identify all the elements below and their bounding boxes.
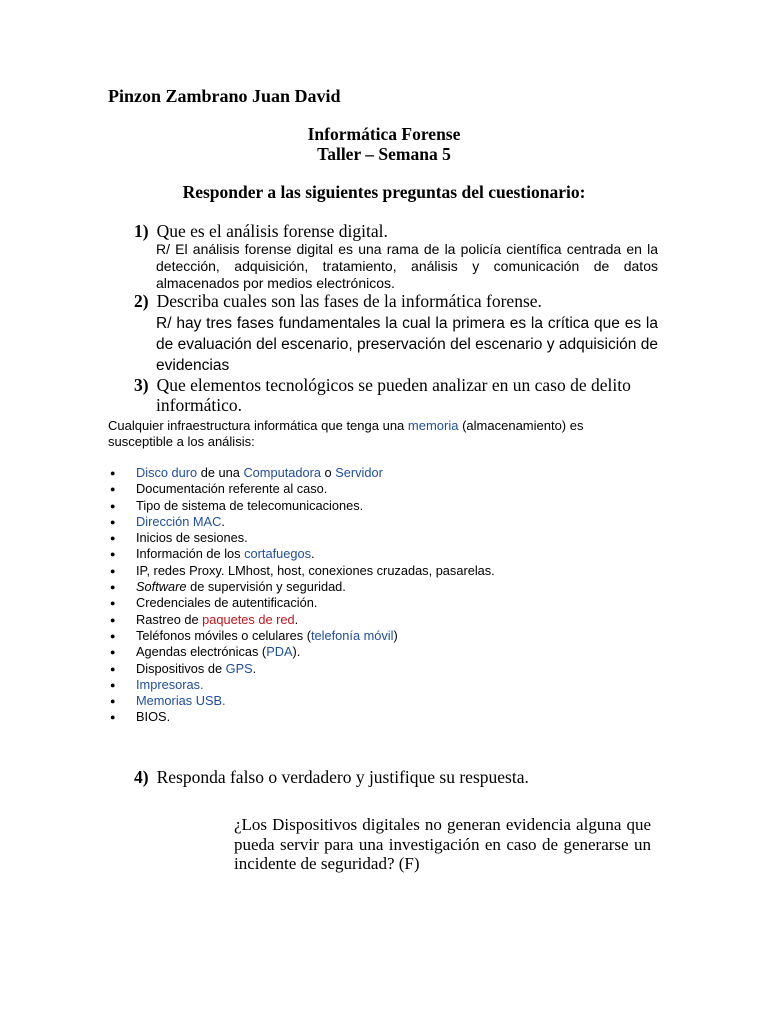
bullet-icon: ● [110,647,116,658]
bullet-icon: ● [110,565,116,576]
bullet-icon: ● [110,712,116,723]
bullet-icon: ● [110,516,116,527]
item-text: ) [393,627,398,643]
memoria-link[interactable]: memoria [407,418,459,433]
author-name: Pinzon Zambrano Juan David [108,86,341,106]
question-2 [134,291,542,312]
item-text: de supervisión y seguridad. [186,579,346,595]
item-text: Información de los [136,546,245,562]
list-item [108,514,668,530]
question-4 [134,767,529,788]
intro-text: (almacenamiento) es susceptible a los análisis: [108,418,584,449]
bullet-icon: ● [110,663,116,674]
assignment-title: Taller – Semana 5 [317,144,451,164]
answer-2: R/ hay tres fases fundamentales la cual la primera es la crítica que es la de evaluación del escenario, preservación del escenario y adquisición de evidencias [156,315,658,374]
list-item [108,465,668,481]
software-term: Software [136,579,187,595]
list-item [108,644,668,660]
list-item [108,595,668,611]
gps-link[interactable]: GPS [225,660,253,676]
question-text: Responda falso o verdadero y justifique su respuesta. [156,767,529,787]
item-text: Dispositivos de [136,660,226,676]
item-text: . [294,611,299,627]
bullet-icon: ● [110,696,116,707]
pda-link[interactable]: PDA [266,644,293,660]
question-number: 4) [134,767,149,787]
item-text: BIOS. [136,709,171,725]
bullet-icon: ● [110,468,116,478]
question-text: Describa cuales son las fases de la informática forense. [156,291,542,311]
intro-text: Cualquier infraestructura informática que tenga una [108,418,408,433]
list-item [108,661,668,677]
item-text: Agendas electrónicas ( [136,644,267,660]
bullet-icon: ● [110,598,116,609]
list-item [108,546,668,562]
item-text: ). [292,644,301,660]
evidence-list [108,465,668,726]
item-text: de una [197,465,244,480]
computadora-link[interactable]: Computadora [243,465,321,480]
list-item [108,579,668,595]
bullet-icon: ● [110,549,116,560]
course-title: Informática Forense [307,124,461,144]
bullet-icon: ● [110,582,116,593]
list-item [108,709,668,725]
item-text: o [320,465,336,480]
question-text: Que elementos tecnológicos se pueden analizar en un caso de delito [156,375,631,395]
list-item [108,677,668,693]
list-item [108,481,668,497]
bullet-icon: ● [110,614,116,625]
impresoras-link[interactable]: Impresoras. [136,676,204,692]
bullet-icon: ● [110,679,116,690]
item-text: IP, redes Proxy. LMhost, host, conexiones cruzadas, pasarelas. [136,562,495,578]
list-item [108,693,668,709]
question-number: 2) [134,291,149,311]
question-number: 3) [134,375,149,395]
bullet-icon: ● [110,630,116,641]
answer-1: R/ El análisis forense digital es una rama de la policía científica centrada en la detección, adquisición, tratamiento, análisis y comunicación de datos almacenados por medios electrónicos. [156,241,658,291]
question-number: 1) [134,221,149,241]
item-text: Inicios de sesiones. [136,530,248,546]
servidor-link[interactable]: Servidor [335,465,383,480]
item-text: Credenciales de autentificación. [136,595,318,611]
item-text: . [252,660,257,676]
list-item [108,628,668,644]
question-text: Que es el análisis forense digital. [156,221,388,241]
question-1 [134,221,388,242]
question-3 [134,375,631,396]
item-text: Tipo de sistema de telecomunicaciones. [136,497,364,513]
list-item [108,498,668,514]
list-item [108,530,668,546]
cortafuegos-link[interactable]: cortafuegos [244,546,311,562]
list-item [108,563,668,579]
disco-duro-link[interactable]: Disco duro [136,465,198,480]
bullet-icon: ● [110,484,116,495]
item-text: . [221,513,225,529]
answer-3-intro [108,418,628,450]
list-item [108,612,668,628]
item-text: Teléfonos móviles o celulares ( [136,627,311,643]
direccion-mac-link[interactable]: Dirección MAC [136,513,222,529]
true-false-statement: ¿Los Dispositivos digitales no generan evidencia alguna que pueda servir para una investigación en caso de generarse un incidente de seguridad? (F) [234,815,651,873]
paquetes-de-red-link[interactable]: paquetes de red [202,611,295,627]
telefonia-movil-link[interactable]: telefonía móvil [310,627,394,643]
question-text-continued: informático. [156,395,243,415]
bullet-icon: ● [110,533,116,544]
memorias-usb-link[interactable]: Memorias USB. [136,693,226,709]
item-text: Rastreo de [136,611,203,627]
item-text: . [311,546,315,562]
item-text: Documentación referente al caso. [136,481,328,497]
instruction-heading: Responder a las siguientes preguntas del cuestionario: [182,182,586,202]
bullet-icon: ● [110,500,116,511]
